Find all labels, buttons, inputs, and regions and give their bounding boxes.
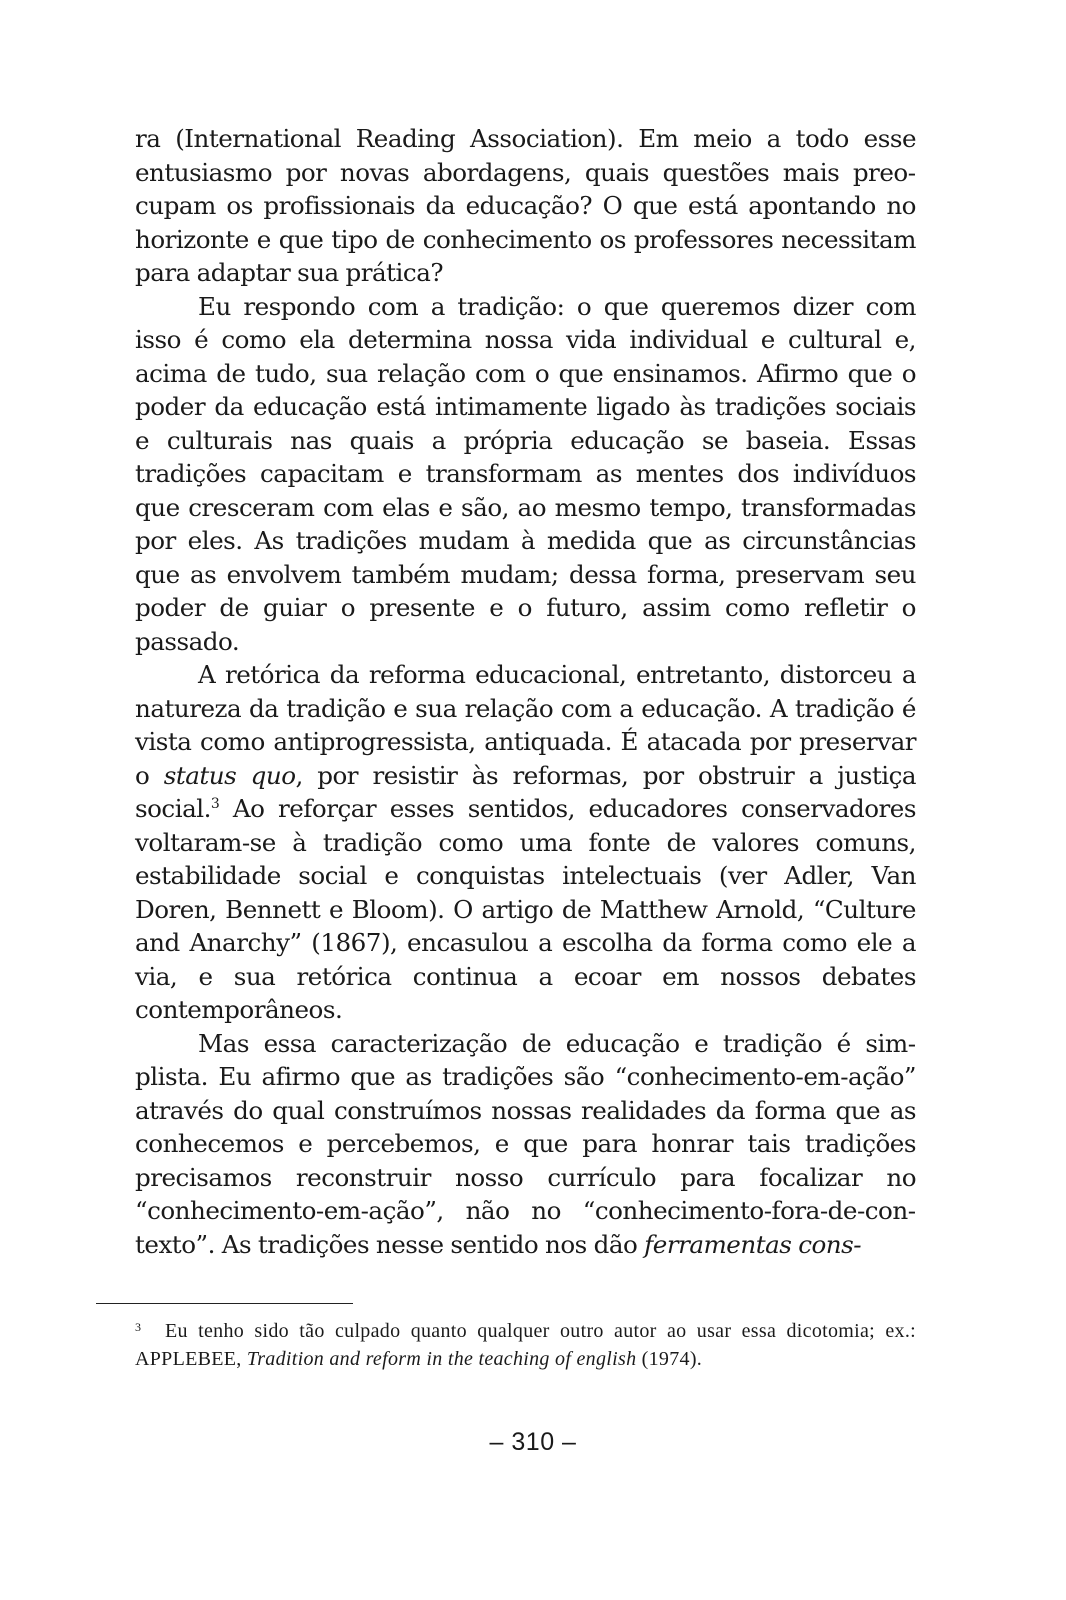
paragraph-text-segment: Mas essa caracterização de educação e tradição é simplista. Eu afirmo que as tradições são “conhecimento-em-ação” através do qual construímos nossas realidades da forma que as conhecemos e percebemos, e que para honrar tais tradições precisamos reconstruir nosso currículo para focalizar no “conhecimento-em-ação”, não no “conhecimento-fora-de-contexto”. As tradições nesse sentido nos dão: [135, 1028, 916, 1259]
footnote: [135, 1318, 916, 1373]
paragraph-text-segment: ra (International Reading Association). Em meio a todo esse entusiasmo por novas abordagens, quais questões mais preocupam os profissionais da educação? O que está apontando no horizonte e que tipo de conhecimento os professores necessitam para adaptar sua prática?: [135, 124, 916, 287]
footnote-mark: 3: [135, 1320, 142, 1334]
footnote-text-segment: (1974).: [636, 1347, 703, 1370]
paragraph-text-segment: status quo: [163, 760, 296, 790]
paragraph-text-segment: ferramentas cons-: [644, 1229, 862, 1259]
paragraph-4: [135, 1027, 916, 1262]
paragraph-text-segment: , por resistir às reformas, por obstruir a justiça social.: [135, 760, 917, 823]
paragraph-3: [135, 658, 916, 1027]
footnote-text-segment: Tradition and reform in the teaching of english: [246, 1347, 637, 1370]
paragraph-1: [135, 122, 916, 290]
paragraph-text-segment: A retórica da reforma educacional, entretanto, distorceu a natureza da tradição e sua relação com a educação. A tradição é vista como antiprogressista, antiquada. É atacada por preservar o: [135, 660, 916, 790]
paragraph-text-segment: Eu respondo com a tradição: o que queremos dizer com isso é como ela determina nossa vida individual e cultural e, acima de tudo, sua relação com o que ensinamos. Afirmo que o poder da educação está intimamente ligado às tradições sociais e culturais nas quais a própria educação se baseia. Essas tradições capacitam e transformam as mentes dos indivíduos que cresceram com elas e são, ao mesmo tempo, transformadas por eles. As tradições mudam à medida que as circunstâncias que as envolvem também mudam; dessa forma, preservam seu poder de guiar o presente e o futuro, assim como refletir o passado.: [135, 291, 916, 656]
paragraph-text-segment: 3: [210, 795, 220, 812]
page-number: – 310 –: [489, 1428, 577, 1456]
footnote-text: [135, 1320, 916, 1370]
paragraph-2: [135, 290, 916, 659]
paragraph-text-segment: Ao reforçar esses sentidos, educadores conservadores voltaram-se à tradição como uma fonte de valores comuns, estabilidade social e conquistas intelectuais (ver Adler, Van Doren, Bennett e Bloom). O artigo de Matthew Arnold, “Culture and Anarchy” (1867), encasulou a escolha da forma como ele a via, e sua retórica continua a ecoar em nossos debates contemporâneos.: [135, 794, 916, 1024]
page-body: [135, 122, 916, 1261]
footnote-text-segment: Eu tenho sido tão culpado quanto qualquer outro autor ao usar essa dicotomia; ex.: APPLEBEE,: [135, 1320, 916, 1370]
body-text: [135, 122, 916, 1261]
footnote-divider: [96, 1303, 353, 1304]
